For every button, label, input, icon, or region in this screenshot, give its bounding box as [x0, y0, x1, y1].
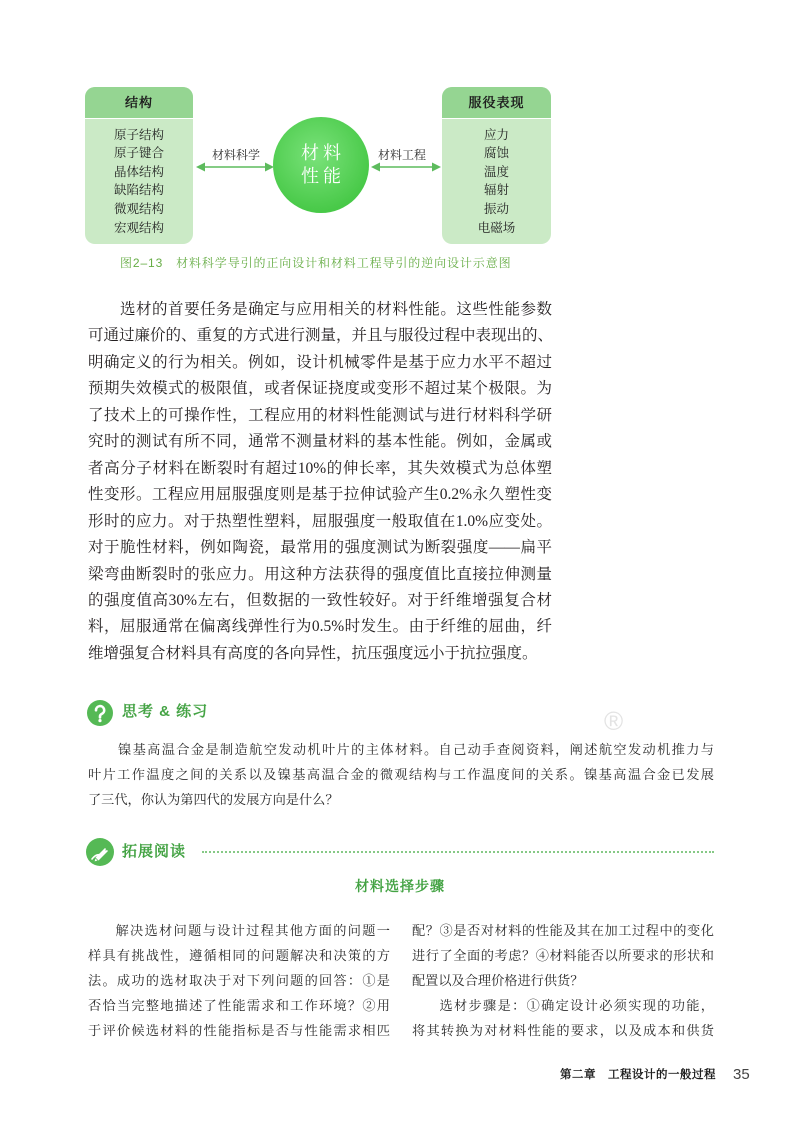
column-line: 进行了全面的考虑？④材料能否以所要求的形状和 — [412, 947, 714, 963]
body-line: 明确定义的行为相关。例如，设计机械零件是基于应力水平不超过 — [88, 353, 552, 371]
question-icon — [87, 700, 113, 726]
reading-right-column — [412, 918, 714, 1043]
column-line: 配？③是否对材料的性能及其在加工过程中的变化 — [412, 922, 714, 938]
column-line: 样具有挑战性，遵循相同的问题解决和决策的方 — [88, 947, 390, 963]
body-line: 性变形。工程应用屈服强度则是基于拉伸试验产生0.2%永久塑性变 — [88, 486, 552, 504]
figure-caption: 图2–13 材料科学导引的正向设计和材料工程导引的逆向设计示意图 — [120, 256, 512, 270]
service-item: 电磁场 — [477, 220, 516, 235]
body-paragraph — [88, 297, 552, 667]
service-performance-box — [442, 87, 551, 244]
column-line: 否恰当完整地描述了性能需求和工作环境？②用 — [88, 997, 390, 1013]
service-item: 应力 — [483, 127, 509, 142]
structure-item: 晶体结构 — [113, 164, 164, 179]
service-item: 温度 — [483, 164, 509, 179]
body-line: 对于脆性材料，例如陶瓷，最常用的强度测试为断裂强度——扁平 — [88, 539, 552, 557]
body-line: 选材的首要任务是确定与应用相关的材料性能。这些性能参数 — [120, 301, 552, 318]
pencil-icon — [86, 838, 114, 866]
service-item: 腐蚀 — [483, 146, 509, 161]
circle-line-1: 材料 — [301, 143, 345, 163]
body-line: 预期失效模式的极限值，或者保证挠度或变形不超过某个极限。为 — [88, 380, 552, 398]
exercise-line: 了三代，你认为第四代的发展方向是什么？ — [88, 791, 339, 807]
body-line: 梁弯曲断裂时的张应力。用这种方法获得的强度值比直接拉伸测量 — [88, 565, 552, 583]
column-line: 将其转换为对材料性能的要求，以及成本和供货 — [412, 1022, 714, 1038]
exercise-line: 叶片工作温度之间的关系以及镍基高温合金的微观结构与工作温度间的关系。镍基高温合金已发展 — [88, 766, 714, 782]
body-line: 的强度值高30%左右，但数据的一致性较好。对于纤维增强复合材 — [88, 591, 552, 609]
structure-box-title: 结构 — [85, 87, 193, 119]
materials-engineering-label: 材料工程 — [377, 148, 426, 162]
exercise-line: 镍基高温合金是制造航空发动机叶片的主体材料。自己动手查阅资料，阐述航空发动机推力与 — [118, 741, 714, 757]
material-properties-circle — [273, 117, 369, 213]
column-line: 配置以及合理价格进行供货？ — [412, 972, 584, 988]
service-item: 辐射 — [483, 183, 509, 198]
structure-item-list — [85, 126, 193, 238]
exercise-paragraph — [88, 737, 714, 812]
structure-item: 缺陷结构 — [113, 183, 164, 198]
publisher-watermark: ® — [604, 706, 624, 736]
service-item: 振动 — [483, 202, 509, 217]
extended-reading-title: 材料选择步骤 — [355, 878, 445, 894]
reading-left-column — [88, 918, 390, 1043]
structure-item: 微观结构 — [113, 202, 164, 217]
structure-box — [85, 87, 193, 244]
service-item-list — [442, 126, 551, 238]
column-line: 于评价候选材料的性能指标是否与性能需求相匹 — [88, 1022, 390, 1038]
column-line: 解决选材问题与设计过程其他方面的问题一 — [115, 922, 390, 938]
body-line: 了技术上的可操作性，工程应用的材料性能测试与进行材料科学研 — [88, 406, 552, 424]
extended-reading-heading: 拓展阅读 — [122, 843, 187, 860]
body-line: 维增强复合材料具有高度的各向异性，抗压强度远小于抗拉强度。 — [88, 644, 538, 662]
footer-chapter-title: 第二章 工程设计的一般过程 — [560, 1069, 716, 1081]
body-line: 究时的测试有所不同，通常不测量材料的基本性能。例如，金属或 — [88, 433, 552, 451]
structure-item: 宏观结构 — [113, 220, 164, 235]
body-line: 可通过廉价的、重复的方式进行测量，并且与服役过程中表现出的、 — [88, 327, 554, 345]
body-line: 者高分子材料在断裂时有超过10%的伸长率，其失效模式为总体塑 — [88, 459, 552, 477]
service-performance-box-title: 服役表现 — [442, 87, 551, 119]
body-line: 形时的应力。对于热塑性塑料，屈服强度一般取值在1.0%应变处。 — [88, 512, 552, 530]
circle-line-2: 性能 — [301, 166, 345, 186]
column-line: 法。成功的选材取决于对下列问题的回答：①是 — [88, 972, 390, 988]
page-number: 35 — [733, 1066, 750, 1083]
exercise-heading: 思考 & 练习 — [122, 703, 209, 720]
dotted-divider — [202, 851, 714, 853]
materials-science-label: 材料科学 — [211, 148, 260, 162]
column-line: 选材步骤是：①确定设计必须实现的功能， — [439, 997, 714, 1013]
structure-item: 原子键合 — [113, 146, 164, 161]
structure-item: 原子结构 — [113, 127, 164, 142]
body-line: 料，屈服通常在偏离线弹性行为0.5%时发生。由于纤维的屈曲，纤 — [88, 618, 552, 636]
